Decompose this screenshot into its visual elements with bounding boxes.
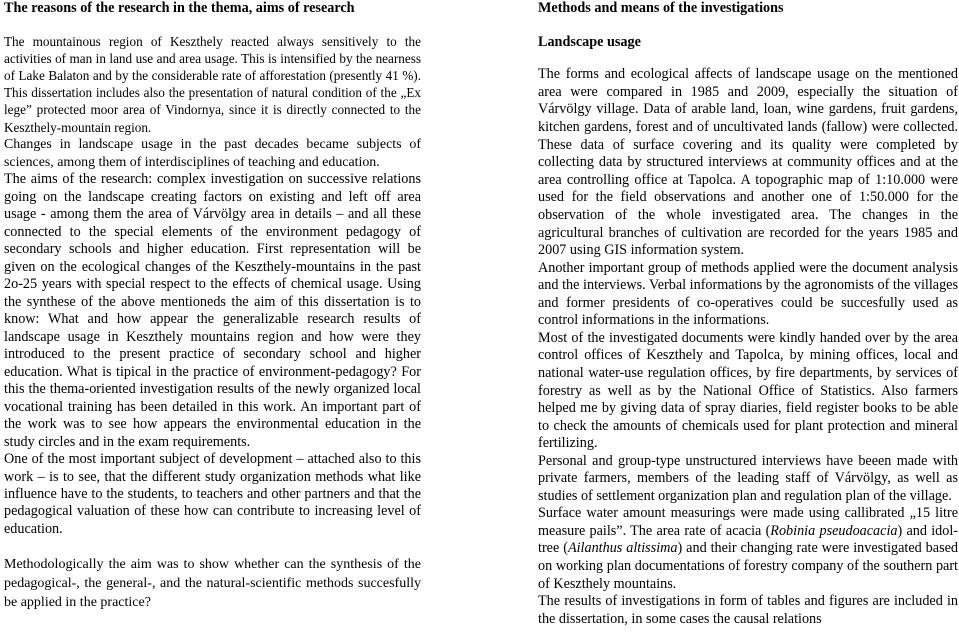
water-text-2: ) and idol-tree ( xyxy=(538,522,958,557)
left-column xyxy=(4,0,421,612)
section-heading-reasons: The reasons of the research in the thema, aims of research xyxy=(4,0,355,16)
paragraph-methodology-aim: Methodologically the aim was to show whether can the synthesis of the pedagogical-, the general-, and the natural-scientific methods succesfully be applied in the practice? xyxy=(4,557,421,611)
water-text-3: ) and their changing rate were investigated based on working plan documentations of forestry company of the southern part of Keszthely mountains. xyxy=(538,540,958,592)
species-robinia: Robinia pseudoacacia xyxy=(770,522,898,539)
paragraph-interviews: Personal and group-type unstructured interviews have beeen made with private farmers, members of the leading staff of Várvölgy, as well as studies of settlement organization plan and regulation plan of the village. xyxy=(538,452,958,504)
paragraph-document-analysis: Another important group of methods applied were the document analysis and the interviews. Verbal informations by the agronomists of the villages and former presidents of co-operatives could be succesfully used as control informations in the informations. xyxy=(538,259,958,329)
paragraph-aims: The aims of the research: complex investigation on successive relations going on the landscape creating factors on existing and left off area usage - among them the area of Várvölgy area in details – and all these connected to the special elements of the environment pedagogy of secondary schools and higher education. First representation will be given on the ecological changes of the Keszthely-mountains in the past 2o-25 years with special respect to the effects of chemical usage. Using the synthese of the above mentioneds the aim of this dissertation is to know: What and how appear the generalizable research results of landscape usage in Keszthely mountains region and how were they introduced to the present practice of secondary school and higher education. What is tipical in the practice of environment-pedagogy? For this the thema-oriented investigation results of the newly organized local vocational training has been detailed in this work. An important part of the work was to see how appears the environmental education in the study circles and in the exam requirements. xyxy=(4,171,421,450)
subheading-landscape-usage: Landscape usage xyxy=(538,33,641,50)
paragraph-landscape-forms: The forms and ecological affects of landscape usage on the mentioned area were compared in 1985 and 2009, especially the situation of Várvölgy village. Data of arable land, loan, wine gardens, fruit gardens, kitchen gardens, forest and of uncultivated lands (fallow) were collected. These data of surface covering and its quality were completed by collecting data by structured interviews at community offices and at the area controlling office at Tapolca. A topographic map of 1:10.000 were used for the field observations and another one of 1:50.000 for the observation of the whole investigated area. The changes in the agricultural branches of cultivation are recorded for the years 1985 and 2007 using GIS information system. xyxy=(538,66,958,259)
paragraph-results: The results of investigations in form of tables and figures are included in the dissertation, in some cases the causal relations xyxy=(538,593,958,627)
right-column xyxy=(538,0,958,628)
paragraph-investigated-documents: Most of the investigated documents were kindly handed over by the area control offices of Keszthely and Tapolca, by mining offices, local and national water-use regulation offices, by fire departments, by services of forestry as well as by the National Office of Statistics. Also farmers helped me by giving data of spray diaries, field register books to be able to check the amounts of chemicals used for plant protection and mineral fertilizing. xyxy=(538,329,958,452)
paragraph-water-measurings xyxy=(538,505,958,593)
paragraph-development: One of the most important subject of development – attached also to this work – is to see, that the different study organization methods what like influence have to the students, to teachers and other partners and that the pedagogical valuation of these how can contribute to increasing level of education. xyxy=(4,451,421,537)
section-heading-methods: Methods and means of the investigations xyxy=(538,0,784,16)
paragraph-intro: The mountainous region of Keszthely reacted always sensitively to the activities of man in land use and area usage. This is intensified by the nearness of Lake Balaton and by the considerable rate of afforestation (presently 41 %). This dissertation includes also the presentation of natural condition of the „Ex lege” protected moor area of Vindornya, since it is directly connected to the Keszthely-mountain region. xyxy=(4,33,421,135)
water-text-1: Surface water amount measurings were made using callibrated „15 litre measure pails”. The area rate of acacia ( xyxy=(538,505,958,539)
species-ailanthus: Ailanthus altissima xyxy=(567,540,678,557)
paragraph-changes: Changes in landscape usage in the past decades became subjects of sciences, among them of interdisciplines of teaching and education. xyxy=(4,136,421,170)
